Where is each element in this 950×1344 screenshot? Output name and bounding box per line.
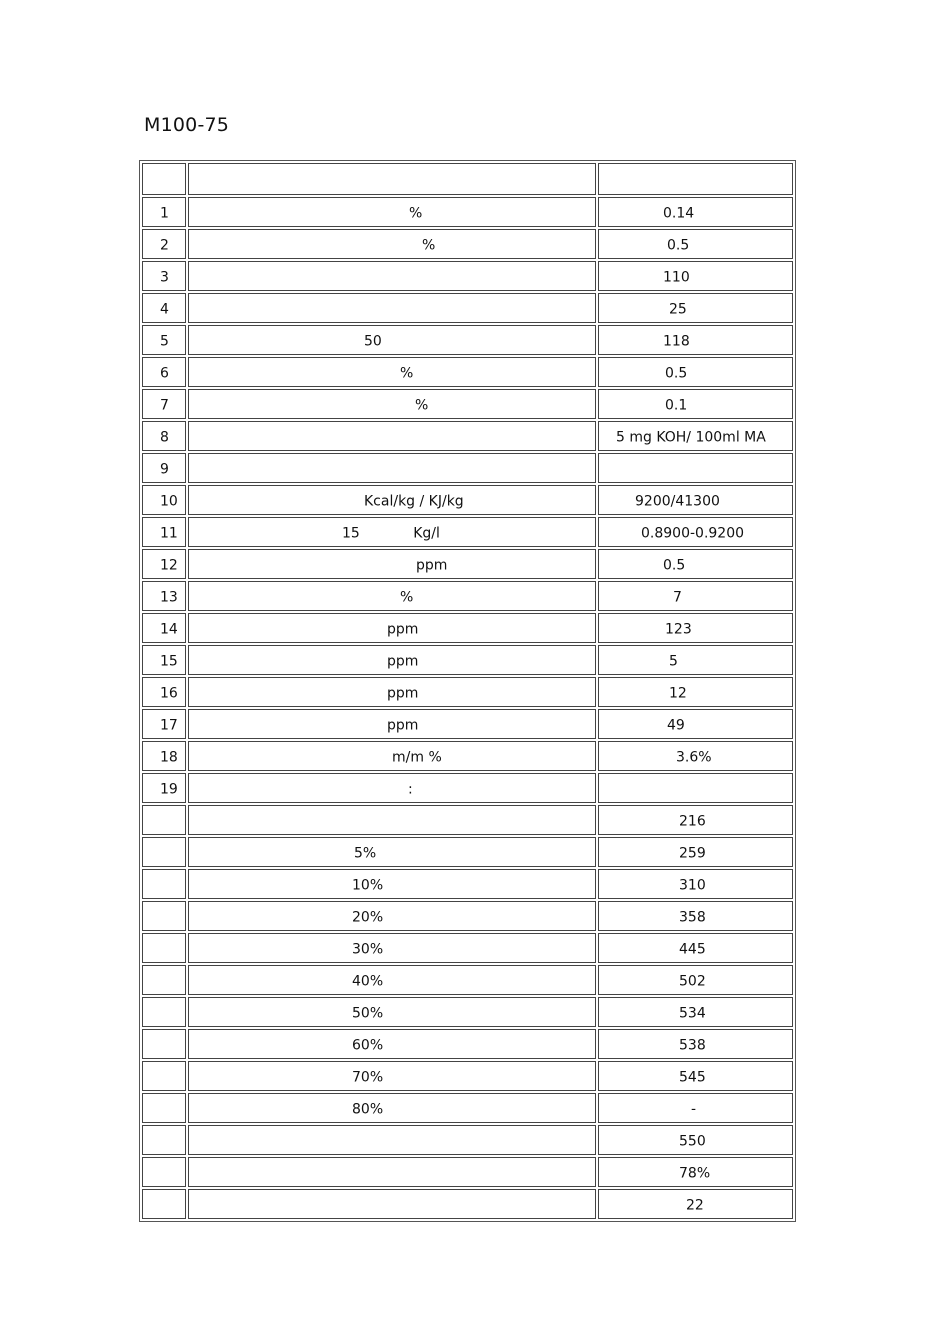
- row-number: 16: [160, 685, 178, 702]
- specification-table-body: [142, 163, 793, 1219]
- parameter-label: 70%: [352, 1069, 384, 1086]
- row-number: 14: [160, 621, 178, 638]
- parameter-cell: [188, 293, 596, 323]
- table-row: [142, 869, 793, 899]
- value-text: 0.5: [663, 557, 686, 574]
- value-cell: [598, 1125, 793, 1155]
- row-number: 1: [160, 205, 169, 222]
- value-cell: [598, 1189, 793, 1219]
- parameter-cell: [188, 197, 596, 227]
- table-row: [142, 1029, 793, 1059]
- value-cell: [598, 517, 793, 547]
- value-cell: [598, 581, 793, 611]
- row-number-cell: [142, 933, 186, 963]
- parameter-cell: [188, 997, 596, 1027]
- row-number-cell: [142, 1093, 186, 1123]
- table-header-row: [142, 163, 793, 195]
- table-row: [142, 613, 793, 643]
- table-row: [142, 1093, 793, 1123]
- value-text: 22: [686, 1197, 704, 1214]
- value-text: 123: [665, 621, 692, 638]
- value-cell: [598, 741, 793, 771]
- table-row: [142, 453, 793, 483]
- value-text: -: [691, 1101, 697, 1118]
- parameter-label: Kcal/kg / KJ/kg: [364, 493, 464, 510]
- value-cell: [598, 293, 793, 323]
- parameter-label: ppm: [387, 685, 419, 702]
- parameter-label: 80%: [352, 1101, 384, 1118]
- row-number: 8: [160, 429, 169, 446]
- value-cell: [598, 389, 793, 419]
- value-text: 534: [679, 1005, 706, 1022]
- parameter-label: 60%: [352, 1037, 384, 1054]
- value-cell: [598, 1061, 793, 1091]
- row-number-cell: [142, 293, 186, 323]
- value-cell: [598, 485, 793, 515]
- value-text: 538: [679, 1037, 706, 1054]
- table-row: [142, 965, 793, 995]
- value-text: 5: [669, 653, 678, 670]
- parameter-cell: [188, 261, 596, 291]
- document-title: M100-75: [144, 114, 230, 136]
- parameter-cell: [188, 357, 596, 387]
- parameter-label: 5%: [354, 845, 377, 862]
- row-number-cell: [142, 485, 186, 515]
- parameter-cell: [188, 517, 596, 547]
- parameter-label: %: [400, 589, 414, 606]
- value-cell: [598, 197, 793, 227]
- parameter-cell: [188, 549, 596, 579]
- parameter-label: ppm: [387, 653, 419, 670]
- row-number-cell: [142, 1157, 186, 1187]
- row-number-cell: [142, 709, 186, 739]
- parameter-cell: [188, 1125, 596, 1155]
- table-row: [142, 1125, 793, 1155]
- row-number-cell: [142, 1061, 186, 1091]
- value-cell: [598, 677, 793, 707]
- parameter-cell: [188, 389, 596, 419]
- parameter-label: 50: [364, 333, 382, 350]
- parameter-label: 20%: [352, 909, 384, 926]
- parameter-cell: [188, 453, 596, 483]
- value-cell: [598, 901, 793, 931]
- row-number-cell: [142, 997, 186, 1027]
- parameter-cell: [188, 901, 596, 931]
- parameter-cell: [188, 1093, 596, 1123]
- table-row: [142, 485, 793, 515]
- table-row: [142, 229, 793, 259]
- table-row: [142, 933, 793, 963]
- parameter-cell: [188, 581, 596, 611]
- parameter-label: m/m %: [392, 749, 442, 766]
- row-number-cell: [142, 1125, 186, 1155]
- parameter-cell: [188, 645, 596, 675]
- table-row: [142, 293, 793, 323]
- value-cell: [598, 325, 793, 355]
- table-row: [142, 1157, 793, 1187]
- parameter-label: 30%: [352, 941, 384, 958]
- value-cell: [598, 453, 793, 483]
- row-number: 6: [160, 365, 169, 382]
- value-text: 0.5: [667, 237, 690, 254]
- value-cell: [598, 997, 793, 1027]
- parameter-label: 50%: [352, 1005, 384, 1022]
- table-row: [142, 517, 793, 547]
- value-cell: [598, 709, 793, 739]
- parameter-label: 15 Kg/l: [342, 525, 440, 542]
- value-text: 545: [679, 1069, 706, 1086]
- value-cell: [598, 1029, 793, 1059]
- row-number: 17: [160, 717, 178, 734]
- row-number-cell: [142, 965, 186, 995]
- row-number-cell: [142, 357, 186, 387]
- row-number-cell: [142, 1189, 186, 1219]
- parameter-cell: [188, 421, 596, 451]
- parameter-cell: [188, 325, 596, 355]
- row-number: 11: [160, 525, 178, 542]
- value-text: 310: [679, 877, 706, 894]
- table-row: [142, 997, 793, 1027]
- table-row: [142, 549, 793, 579]
- table-row: [142, 197, 793, 227]
- value-cell: [598, 773, 793, 803]
- value-text: 0.5: [665, 365, 688, 382]
- header-cell-parameter: [188, 163, 596, 195]
- row-number-cell: [142, 197, 186, 227]
- parameter-label: ppm: [416, 557, 448, 574]
- parameter-cell: [188, 805, 596, 835]
- value-cell: [598, 613, 793, 643]
- value-text: 9200/41300: [635, 493, 720, 510]
- parameter-label: ppm: [387, 621, 419, 638]
- parameter-cell: [188, 1029, 596, 1059]
- parameter-cell: [188, 613, 596, 643]
- value-cell: [598, 261, 793, 291]
- value-text: 49: [667, 717, 685, 734]
- table-row: [142, 837, 793, 867]
- parameter-label: %: [400, 365, 414, 382]
- value-text: 3.6%: [676, 749, 712, 766]
- parameter-cell: [188, 741, 596, 771]
- value-cell: [598, 965, 793, 995]
- table-row: [142, 709, 793, 739]
- parameter-cell: [188, 869, 596, 899]
- row-number-cell: [142, 549, 186, 579]
- row-number: 3: [160, 269, 169, 286]
- parameter-label: 40%: [352, 973, 384, 990]
- row-number-cell: [142, 805, 186, 835]
- parameter-cell: [188, 709, 596, 739]
- row-number-cell: [142, 677, 186, 707]
- value-cell: [598, 805, 793, 835]
- row-number-cell: [142, 389, 186, 419]
- row-number-cell: [142, 325, 186, 355]
- value-text: 25: [669, 301, 687, 318]
- row-number: 12: [160, 557, 178, 574]
- row-number: 9: [160, 461, 169, 478]
- row-number: 10: [160, 493, 178, 510]
- table-row: [142, 901, 793, 931]
- value-cell: [598, 549, 793, 579]
- value-text: 550: [679, 1133, 706, 1150]
- table-row: [142, 261, 793, 291]
- row-number-cell: [142, 1029, 186, 1059]
- value-cell: [598, 645, 793, 675]
- row-number: 5: [160, 333, 169, 350]
- value-cell: [598, 933, 793, 963]
- value-cell: [598, 1093, 793, 1123]
- table-row: [142, 389, 793, 419]
- value-text: 216: [679, 813, 706, 830]
- row-number: 7: [160, 397, 169, 414]
- parameter-cell: [188, 677, 596, 707]
- parameter-cell: [188, 837, 596, 867]
- value-cell: [598, 229, 793, 259]
- row-number: 18: [160, 749, 178, 766]
- parameter-cell: [188, 1189, 596, 1219]
- value-cell: [598, 837, 793, 867]
- row-number: 15: [160, 653, 178, 670]
- value-text: 0.8900-0.9200: [641, 525, 745, 542]
- row-number: 13: [160, 589, 178, 606]
- row-number-cell: [142, 453, 186, 483]
- parameter-cell: [188, 485, 596, 515]
- row-number: 2: [160, 237, 169, 254]
- row-number-cell: [142, 837, 186, 867]
- header-cell-number: [142, 163, 186, 195]
- row-number-cell: [142, 645, 186, 675]
- value-text: 358: [679, 909, 706, 926]
- table-row: [142, 805, 793, 835]
- parameter-label: 10%: [352, 877, 384, 894]
- parameter-cell: [188, 965, 596, 995]
- parameter-label: %: [415, 397, 429, 414]
- parameter-label: %: [422, 237, 436, 254]
- row-number-cell: [142, 581, 186, 611]
- row-number: 4: [160, 301, 169, 318]
- value-text: 110: [663, 269, 690, 286]
- value-text: 5 mg KOH/ 100ml MA: [616, 429, 766, 446]
- parameter-cell: [188, 229, 596, 259]
- row-number-cell: [142, 869, 186, 899]
- table-row: [142, 741, 793, 771]
- row-number-cell: [142, 901, 186, 931]
- parameter-cell: [188, 1061, 596, 1091]
- row-number-cell: [142, 741, 186, 771]
- value-text: 0.1: [665, 397, 688, 414]
- value-text: 118: [663, 333, 690, 350]
- value-text: 445: [679, 941, 706, 958]
- value-cell: [598, 421, 793, 451]
- value-text: 0.14: [663, 205, 695, 222]
- parameter-cell: [188, 773, 596, 803]
- value-text: 7: [673, 589, 682, 606]
- row-number-cell: [142, 229, 186, 259]
- value-text: 78%: [679, 1165, 711, 1182]
- specification-table: [139, 160, 796, 1222]
- value-text: 502: [679, 973, 706, 990]
- table-row: [142, 581, 793, 611]
- table-row: [142, 1189, 793, 1219]
- table-row: [142, 677, 793, 707]
- value-cell: [598, 1157, 793, 1187]
- table-row: [142, 645, 793, 675]
- row-number-cell: [142, 261, 186, 291]
- table-row: [142, 1061, 793, 1091]
- row-number-cell: [142, 421, 186, 451]
- parameter-cell: [188, 933, 596, 963]
- value-cell: [598, 357, 793, 387]
- row-number: 19: [160, 781, 178, 798]
- value-text: 12: [669, 685, 687, 702]
- parameter-label: :: [408, 781, 413, 798]
- table-row: [142, 357, 793, 387]
- row-number-cell: [142, 613, 186, 643]
- table-row: [142, 773, 793, 803]
- parameter-label: %: [409, 205, 423, 222]
- table-row: [142, 421, 793, 451]
- row-number-cell: [142, 517, 186, 547]
- parameter-cell: [188, 1157, 596, 1187]
- value-cell: [598, 869, 793, 899]
- value-text: 259: [679, 845, 706, 862]
- table-row: [142, 325, 793, 355]
- header-cell-value: [598, 163, 793, 195]
- parameter-label: ppm: [387, 717, 419, 734]
- row-number-cell: [142, 773, 186, 803]
